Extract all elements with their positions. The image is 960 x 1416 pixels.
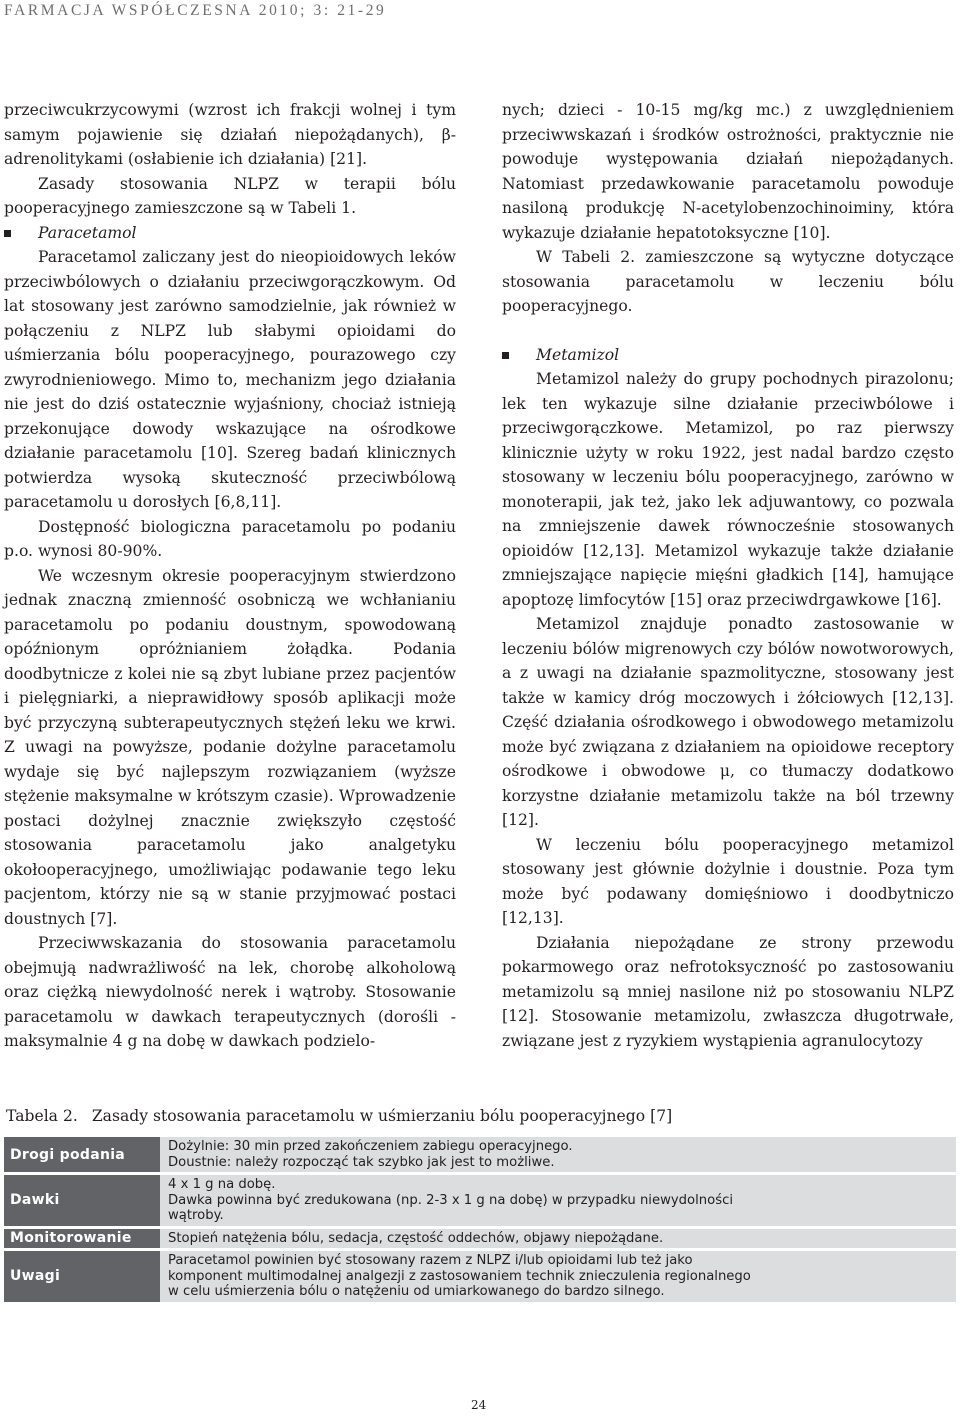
row-header: Dawki	[4, 1175, 160, 1226]
table-row	[4, 1251, 956, 1302]
paragraph: Działania niepożądane ze strony przewodu pokarmowego oraz nefrotoksyczność po zastosowaniu metamizolu są mniej nasilone niż po stosowaniu NLPZ [12]. Stosowanie metamizolu, zwłaszcza długotrwałe, związane jest z ryzykiem wystąpienia agranulocytozy	[502, 933, 954, 1050]
table-row	[4, 1229, 956, 1249]
section-heading-metamizol	[502, 343, 954, 368]
table-caption-number: Tabela 2.	[6, 1107, 78, 1125]
section-heading-text: Metamizol	[536, 345, 620, 364]
paragraph: W Tabeli 2. zamieszczone są wytyczne dotyczące stosowania paracetamolu w leczeniu bólu pooperacyjnego.	[502, 248, 954, 315]
paragraph: Metamizol należy do grupy pochodnych pirazolonu; lek ten wykazuje silne działanie przeciwbólowe i przeciwgorączkowe. Metamizol, po raz pierwszy klinicznie użyty w roku 1922, jest nadal bardzo często stosowany w leczeniu bólu pooperacyjnego, zarówno w monoterapii, jak też, jako lek adjuwantowy, co pozwala na zmniejszenie dawek równocześnie stosowanych opioidów [12,13]. Metamizol wykazuje także działanie zmniejszające napięcie mięśni gładkich [14], hamujące apoptozę limfocytów [15] oraz przeciwdrgawkowe [16].	[502, 370, 954, 609]
page-number: 24	[471, 1398, 487, 1412]
row-header: Drogi podania	[4, 1137, 160, 1172]
paragraph: We wczesnym okresie pooperacyjnym stwierdzono jednak znaczną zmienność osobniczą we wchłanianiu paracetamolu po podaniu doustnym, spowodowaną opóźnionym opróżnianiem żołądka. Podania doodbytnicze z kolei nie są zbyt lubiane przez pacjentów i pielęgniarki, a nieprawidłowy sposób aplikacji może być przyczyną subterapeutycznych stężeń leku we krwi. Z uwagi na powyższe, podanie dożylne paracetamolu wydaje się być najlepszym rozwiązaniem (wyższe stężenie maksymalne w krótszym czasie). Wprowadzenie postaci dożylnej znacznie zwiększyło częstość stosowania paracetamolu jako analgetyku okołooperacyjnego, umożliwiając podawanie tego leku pacjentom, którzy nie są w stanie przyjmować postaci doustnych [7].	[4, 566, 456, 928]
section-heading-text: Paracetamol	[38, 223, 137, 242]
row-header: Uwagi	[4, 1251, 160, 1302]
guidelines-table	[4, 1134, 956, 1305]
paragraph: Zasady stosowania NLPZ w terapii bólu pooperacyjnego zamieszczone są w Tabeli 1.	[4, 174, 456, 217]
right-column	[502, 98, 954, 1053]
cell-line: Doustnie: należy rozpocząć tak szybko jak jest to możliwe.	[168, 1154, 555, 1170]
paragraph: Dostępność biologiczna paracetamolu po podaniu p.o. wynosi 80-90%.	[4, 517, 456, 560]
cell-line: wątroby.	[168, 1208, 224, 1223]
cell-line: Dawka powinna być zredukowana (np. 2-3 x 1 g na dobę) w przypadku niewydolności	[168, 1192, 733, 1208]
row-header: Monitorowanie	[4, 1229, 160, 1249]
square-bullet-icon	[502, 352, 509, 359]
paragraph: Metamizol znajduje ponadto zastosowanie w leczeniu bólów migrenowych czy bólów nowotworowych, a z uwagi na działanie spazmolityczne, stosowany jest także w kamicy dróg moczowych i żółciowych [12,13]. Część działania ośrodkowego i obwodowego metamizolu może być związana z działaniem na opioidowe receptory ośrodkowe i obwodowe μ, co tłumaczy dodatkowo korzystne działanie metamizolu także na ból trzewny [12].	[502, 615, 954, 829]
table-caption	[6, 1107, 672, 1125]
table-row	[4, 1175, 956, 1226]
row-content	[160, 1229, 956, 1249]
cell-line: Stopień natężenia bólu, sedacja, częstość oddechów, objawy niepożądane.	[168, 1230, 664, 1246]
section-spacer	[502, 319, 954, 343]
cell-line: w celu uśmierzenia bólu o natężeniu od umiarkowanego do bardzo silnego.	[168, 1284, 665, 1299]
row-content	[160, 1175, 956, 1226]
left-column	[4, 98, 456, 1054]
cell-line: Paracetamol powinien być stosowany razem z NLPZ i/lub opioidami lub też jako	[168, 1253, 693, 1268]
paragraph: W leczeniu bólu pooperacyjnego metamizol stosowany jest głównie dożylnie i doustnie. Poza tym może być podawany domięśniowo i doodbytniczo [12,13].	[502, 835, 954, 927]
paragraph: Przeciwwskazania do stosowania paracetamolu obejmują nadwrażliwość na lek, chorobę alkoholową oraz ciężką niewydolność nerek i wątroby. Stosowanie paracetamolu w dawkach terapeutycznych (dorośli - maksymalnie 4 g na dobę w dawkach podzielo-	[4, 934, 456, 1050]
paragraph: przeciwcukrzycowymi (wzrost ich frakcji wolnej i tym samym pojawienie się działań niepożądanych), β-adrenolitykami (osłabienie ich działania) [21].	[4, 101, 456, 168]
paragraph: nych; dzieci - 10-15 mg/kg mc.) z uwzględnieniem przeciwwskazań i środków ostrożności, praktycznie nie powoduje występowania działań niepożądanych. Natomiast przedawkowanie paracetamolu powoduje nasiloną produkcję N-acetylobenzochinoiminy, która wykazuje działanie hepatotoksyczne [10].	[502, 101, 954, 242]
journal-header: FARMACJA WSPÓŁCZESNA 2010; 3: 21-29	[4, 2, 387, 19]
row-content	[160, 1251, 956, 1302]
row-content	[160, 1137, 956, 1172]
table-caption-text: Zasady stosowania paracetamolu w uśmierzaniu bólu pooperacyjnego [7]	[91, 1107, 673, 1125]
cell-line: 4 x 1 g na dobę.	[168, 1177, 276, 1192]
table-row	[4, 1137, 956, 1172]
cell-line: komponent multimodalnej analgezji z zastosowaniem technik znieczulenia regionalnego	[168, 1268, 751, 1284]
square-bullet-icon	[4, 230, 11, 237]
section-heading-paracetamol	[4, 221, 456, 246]
paragraph: Paracetamol zaliczany jest do nieopioidowych leków przeciwbólowych o działaniu przeciwgorączkowym. Od lat stosowany jest zarówno samodzielnie, jak również w połączeniu z NLPZ lub słabymi opioidami do uśmierzania bólu pooperacyjnego, pourazowego czy zwyrodnieniowego. Mimo to, mechanizm jego działania nie jest do dziś ostatecznie wyjaśniony, chociaż istnieją przekonujące dowody wskazujące na ośrodkowe działanie paracetamolu [10]. Szereg badań klinicznych potwierdza wysoką skuteczność przeciwbólową paracetamolu u dorosłych [6,8,11].	[4, 248, 456, 511]
cell-line: Dożylnie: 30 min przed zakończeniem zabiegu operacyjnego.	[168, 1139, 573, 1154]
